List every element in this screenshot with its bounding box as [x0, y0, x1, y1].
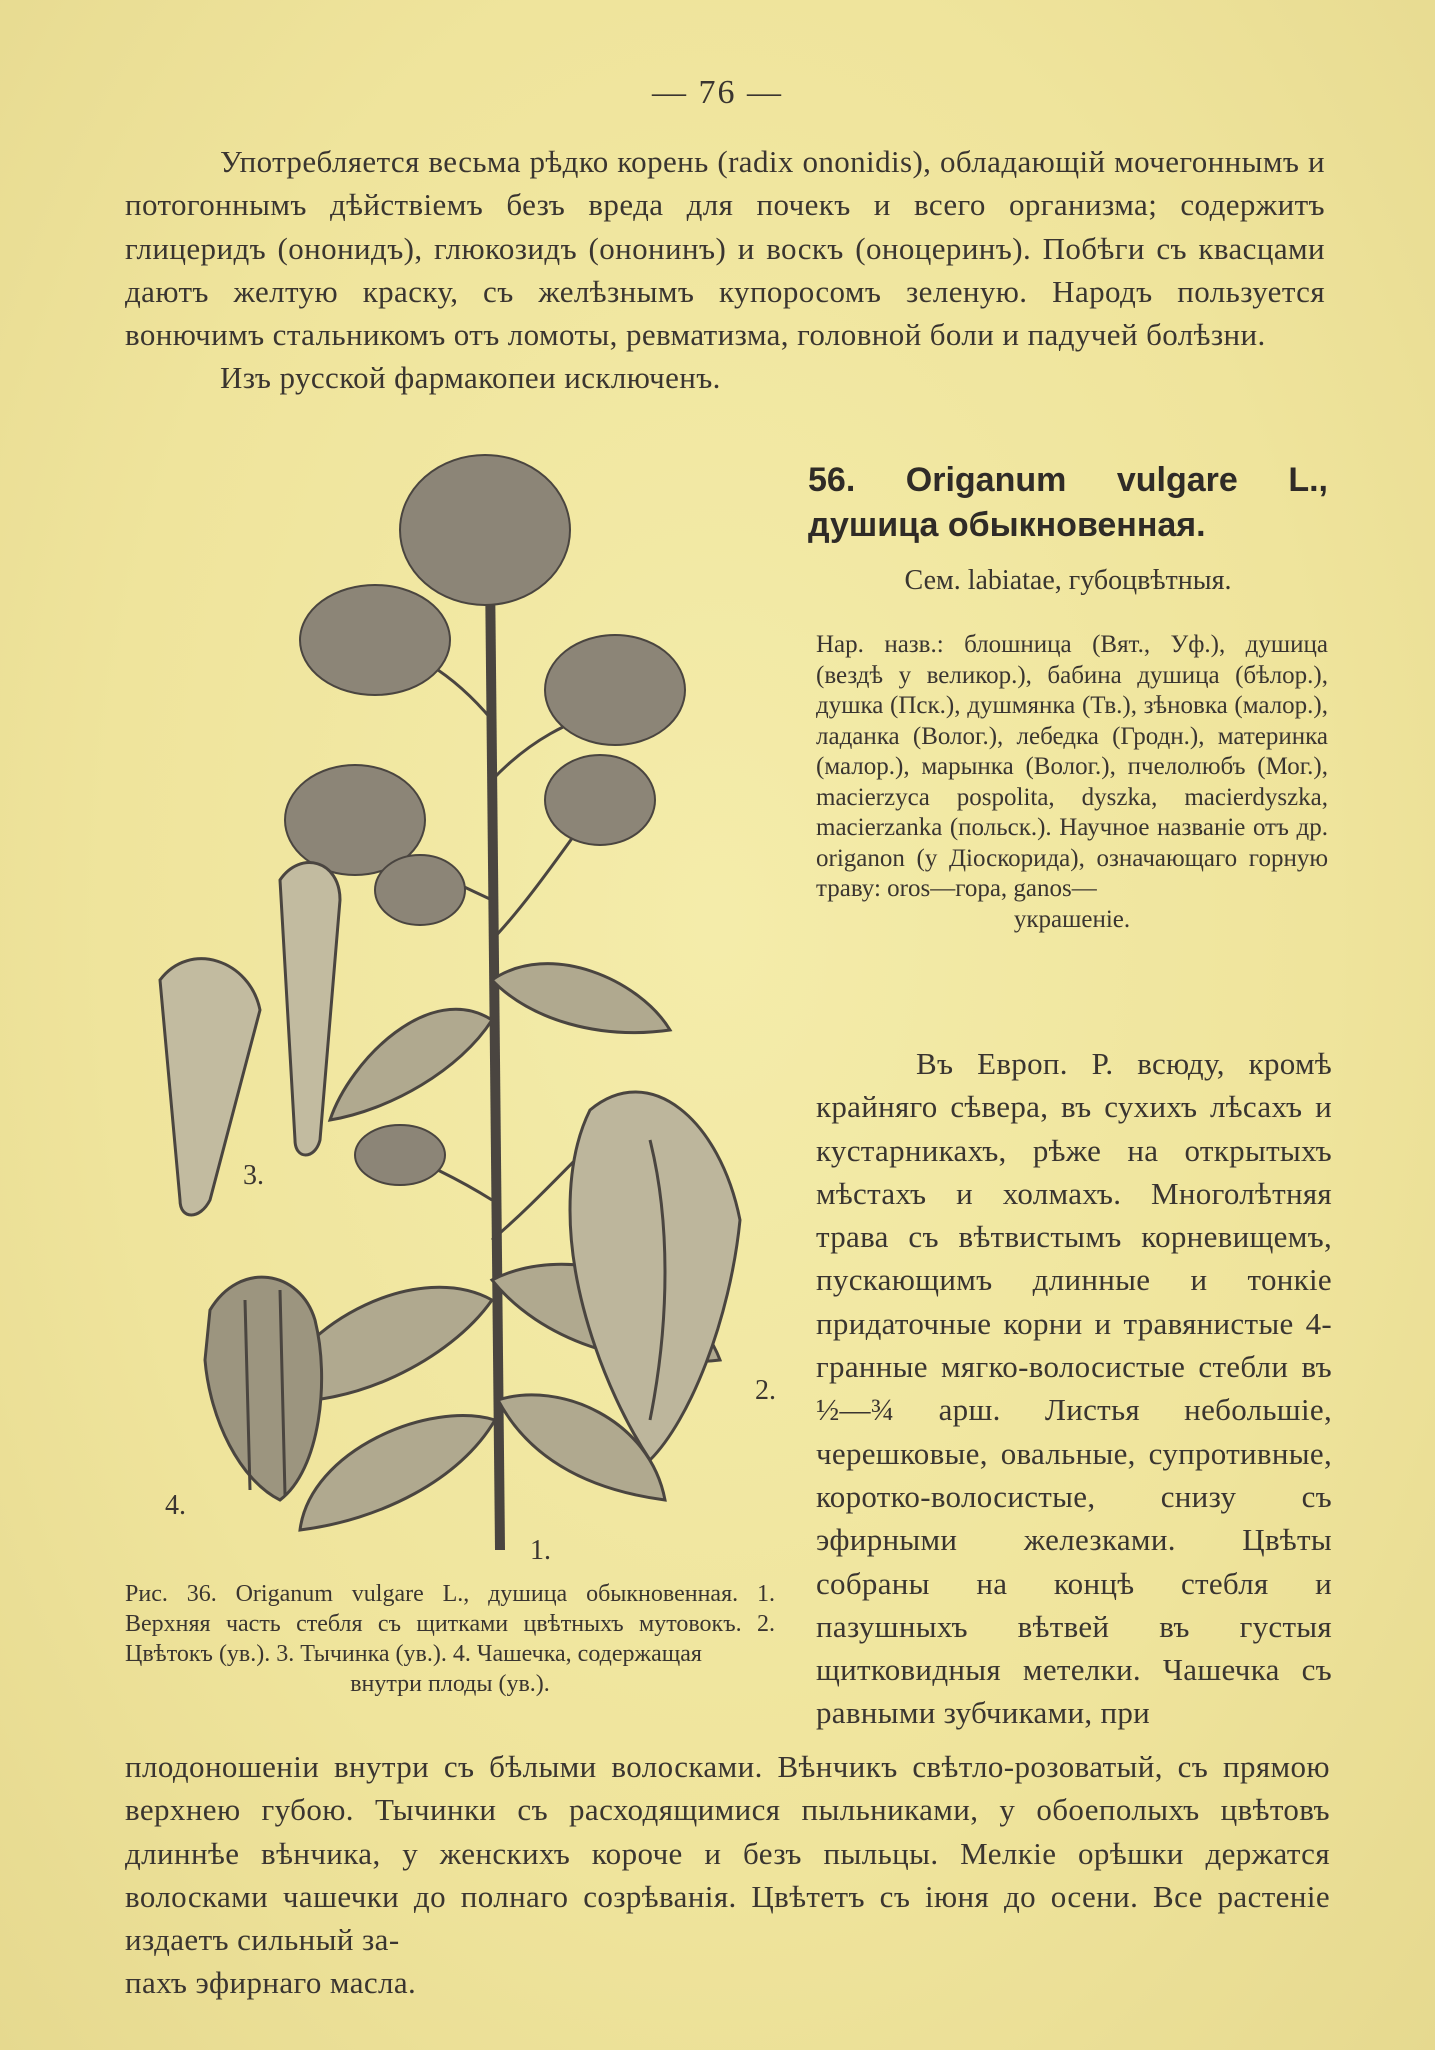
figure-label-1: 1. — [530, 1535, 551, 1566]
figure-label-2: 2. — [755, 1375, 776, 1406]
common-names-last: украшеніе. — [1013, 905, 1131, 933]
enlarged-flower — [570, 1092, 740, 1460]
continuation-last-line: пахъ эфирнаго масла. — [125, 1965, 417, 2001]
continuation-paragraph — [125, 1745, 1330, 2005]
intro-text: Употребляется весьма рѣдко корень (radix ononidis), обладающій мочегоннымъ и потогоннымъ дѣйствіемъ безъ вреда для почекъ и всего организма; содержитъ глицеридъ (ононидъ), глюкозидъ (ононинъ) и воскъ (оноцеринъ). Побѣги съ квасцами даютъ желтую краску, съ желѣзнымъ купоросомъ зеленую. Народъ пользуется вонючимъ стальникомъ отъ ломоты, ревматизма, головной боли и падучей болѣзни. — [125, 144, 1325, 353]
intro-paragraph — [125, 140, 1325, 400]
calyx — [205, 1277, 322, 1500]
description-text: Въ Европ. Р. всюду, кромѣ крайняго сѣвера, въ сухихъ лѣсахъ и кустарникахъ, рѣже на открытыхъ мѣстахъ и холмахъ. Многолѣтняя трава съ вѣтвистымъ корневищемъ, пускающимъ длинные и тонкіе придаточные корни и травянистые 4-гранные мягко-волосистые стебли въ ½—¾ арш. Листья небольшіе, черешковые, овальные, супротивные, коротко-волосистые, снизу съ эфирными железками. Цвѣты собраны на концѣ стебля и пазушныхъ вѣтвей въ густыя щитковидныя метелки. Чашечка съ равными зубчиками, при — [816, 1046, 1332, 1731]
figure-label-4: 4. — [165, 1490, 186, 1521]
continuation-text: плодоношеніи внутри съ бѣлыми волосками. Вѣнчикъ свѣтло-розоватый, съ прямою верхнею губою. Тычинки съ расходящимися пыльниками, у обоеполыхъ цвѣтовъ длиннѣе вѣнчика, у женскихъ короче и безъ пыльцы. Мелкіе орѣшки держатся волосками чашечки до полнаго созрѣванія. Цвѣтетъ съ іюня до осени. Все растеніе издаетъ сильный за- — [125, 1749, 1330, 1958]
figure-label-3: 3. — [243, 1160, 264, 1191]
page-number: — 76 — — [652, 74, 783, 111]
entry-heading: 56. Origanum vulgare L., душица обыкновенная. — [808, 461, 1328, 544]
description-column — [816, 1042, 1332, 1735]
figure-caption-text: Рис. 36. Origanum vulgare L., душица обыкновенная. 1. Верхняя часть стебля съ щитками цвѣтныхъ мутовокъ. 2. Цвѣтокъ (ув.). 3. Тычинка (ув.). 4. Чашечка, содержащая — [125, 1581, 775, 1667]
figure-caption-last: внутри плоды (ув.). — [350, 1671, 550, 1697]
common-names-text: Нар. назв.: блошница (Вят., Уф.), душица (вездѣ у великор.), бабина душица (бѣлор.), душка (Пск.), душмянка (Тв.), зѣновка (малор.), ладанка (Волог.), лебедка (Гродн.), материнка (малор.), марынка (Волог.), пчелолюбъ (Мог.), macierzyca pospolita, dyszka, macierdyszka, macierzanka (польск.). Научное названіе отъ др. origanon (у Діоскорида), означающаго горную траву: oros—гора, ganos— — [816, 631, 1328, 902]
plant-illustration — [130, 420, 810, 1570]
family-line: Сем. labiatae, губоцвѣтныя. — [904, 565, 1232, 596]
flower-clusters — [285, 455, 685, 1185]
common-names — [816, 630, 1328, 935]
figure-caption — [125, 1579, 775, 1699]
intro-last-line: Изъ русской фармакопеи исключенъ. — [220, 360, 721, 396]
